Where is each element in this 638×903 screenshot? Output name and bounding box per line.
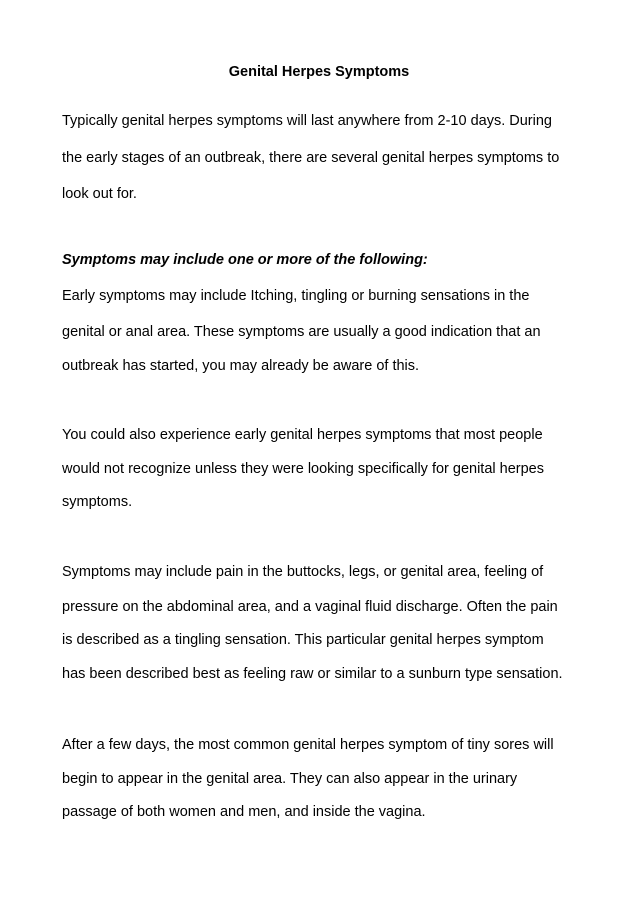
paragraph-1-line-1: Typically genital herpes symptoms will last anywhere from 2-10 days. During (62, 113, 552, 129)
document-title: Genital Herpes Symptoms (228, 64, 410, 80)
paragraph-3-line-2: would not recognize unless they were looking specifically for genital herpes (62, 461, 544, 477)
paragraph-1-line-2: the early stages of an outbreak, there are several genital herpes symptoms to (62, 150, 560, 166)
paragraph-4-line-1: Symptoms may include pain in the buttocks, legs, or genital area, feeling of (62, 564, 544, 580)
paragraph-4-line-2: pressure on the abdominal area, and a vaginal fluid discharge. Often the pain (62, 599, 558, 615)
paragraph-2-line-1: Early symptoms may include Itching, tingling or burning sensations in the (62, 288, 530, 304)
paragraph-4-line-3: is described as a tingling sensation. This particular genital herpes symptom (62, 632, 544, 648)
paragraph-2-line-3: outbreak has started, you may already be aware of this. (62, 358, 420, 374)
paragraph-2-line-2: genital or anal area. These symptoms are usually a good indication that an (62, 324, 541, 340)
paragraph-1-line-3: look out for. (62, 186, 137, 202)
section-subheading: Symptoms may include one or more of the following: (62, 252, 428, 268)
paragraph-5-line-1: After a few days, the most common genital herpes symptom of tiny sores will (62, 737, 554, 753)
paragraph-4-line-4: has been described best as feeling raw or similar to a sunburn type sensation. (62, 666, 563, 682)
paragraph-3-line-1: You could also experience early genital herpes symptoms that most people (62, 427, 543, 443)
paragraph-3-line-3: symptoms. (62, 494, 133, 510)
paragraph-5-line-3: passage of both women and men, and inside the vagina. (62, 804, 426, 820)
paragraph-5-line-2: begin to appear in the genital area. They can also appear in the urinary (62, 771, 518, 787)
